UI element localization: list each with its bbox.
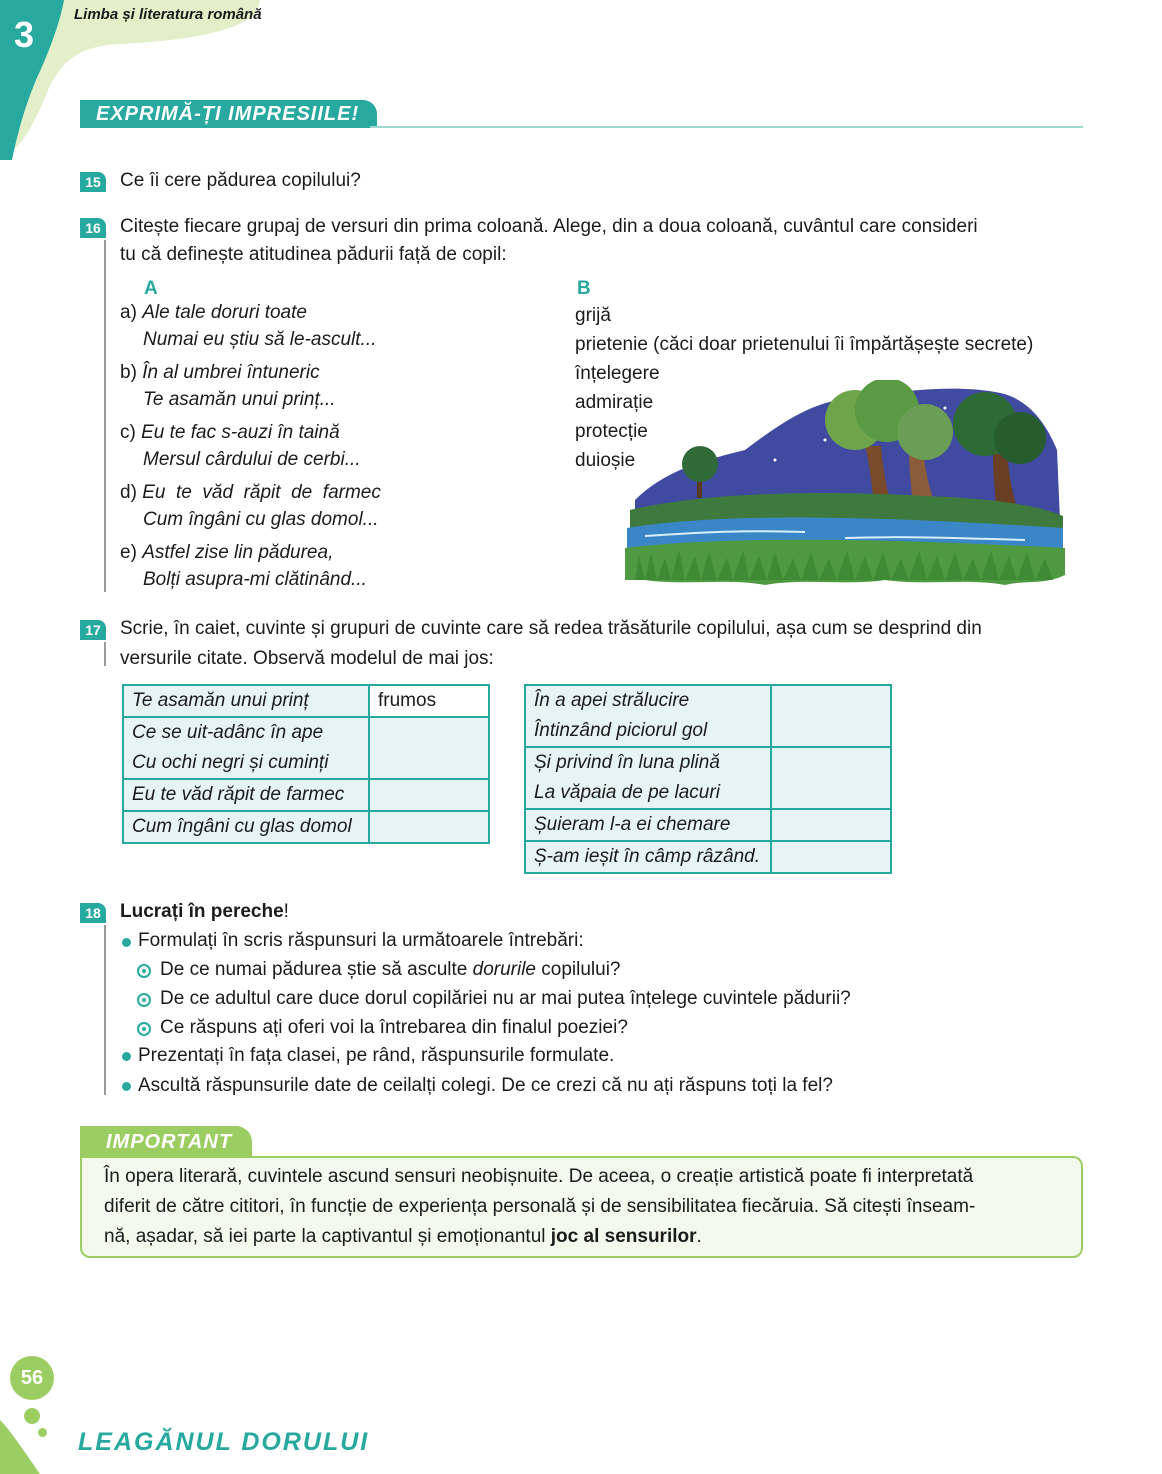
bullet-2-text: Prezentați în fața clasei, pe rând, răspunsurile formulate. — [138, 1045, 615, 1066]
footer-title: LEAGĂNUL DORULUI — [78, 1428, 370, 1456]
answer-cell[interactable] — [369, 717, 489, 779]
exercise-17-line-1: Scrie, în caiet, cuvinte și grupuri de cuvinte care să redea trăsăturile copilului, așa cum se desprind din — [120, 618, 982, 639]
word-option: admirație — [575, 392, 654, 413]
subject-title: Limba și literatura română — [74, 6, 262, 23]
bullet-3-text: Ascultă răspunsurile date de ceilalți colegi. De ce crezi că nu ați răspuns toți la fel? — [138, 1075, 833, 1096]
verse-line: Cum îngâni cu glas domol... — [143, 509, 379, 530]
important-line-3 — [104, 1222, 1067, 1252]
verse-cell-line: Șuieram l-a ei chemare — [534, 814, 731, 835]
exercise-17-line-2: versurile citate. Observă modelul de mai jos: — [120, 648, 494, 669]
exercise-18-title — [120, 898, 289, 926]
verse-cell-line: Întinzând piciorul gol — [534, 720, 708, 741]
exercise-16-rule — [104, 240, 106, 592]
verse-letter: d) — [120, 482, 137, 503]
verse-line: Numai eu știu să le-ascult... — [143, 329, 377, 350]
exercise-number-15: 15 — [80, 172, 106, 192]
important-line-3-bold: joc al sensurilor — [550, 1226, 697, 1247]
word-option: prietenie (căci doar prietenului îi împărtășește secrete) — [575, 334, 1034, 355]
question-3: Ce răspuns ați oferi voi la întrebarea din finalul poeziei? — [160, 1017, 628, 1038]
section-divider — [370, 126, 1083, 128]
verse-line: Te asamăn unui prinț... — [143, 389, 336, 410]
verse-cell — [123, 717, 369, 779]
ring-bullet-icon — [137, 1022, 151, 1036]
important-line-2: diferit de către cititori, în funcție de experiența personală și de sensibilitatea fiecăruia. Să citești înseam- — [104, 1196, 976, 1217]
question-1-italic: dorurile — [472, 959, 536, 980]
verse-letter: e) — [120, 542, 137, 563]
verse-line: Ale tale doruri toate — [142, 302, 307, 323]
table-row — [525, 841, 891, 873]
bullet-dot — [122, 938, 131, 947]
exercise-number-18: 18 — [80, 903, 106, 923]
column-b-heading: B — [577, 278, 591, 299]
answer-cell[interactable] — [369, 779, 489, 811]
section-title: EXPRIMĂ-ȚI IMPRESIILE! — [80, 100, 377, 128]
verse-cell-line: Eu te văd răpit de farmec — [132, 784, 345, 805]
column-a-heading: A — [144, 278, 158, 299]
word-option: protecție — [575, 421, 648, 442]
verse-letter: b) — [120, 362, 137, 383]
table-row — [525, 747, 891, 809]
table-row — [123, 779, 489, 811]
footer-wave-decoration — [0, 1420, 60, 1474]
verse-cell — [123, 779, 369, 811]
exercise-16-line-2: tu că definește atitudinea pădurii față de copil: — [120, 244, 507, 265]
table-row — [525, 685, 891, 747]
verse-cell — [123, 811, 369, 843]
table-row — [123, 717, 489, 779]
title-end: ! — [283, 901, 289, 922]
verse-cell-line: Ce se uit-adânc în ape — [132, 722, 324, 743]
verse-cell-line: Cum îngâni cu glas domol — [132, 816, 352, 837]
verse-line: Eu te văd răpit de farmec — [142, 482, 381, 503]
verse-cell-line: Ș-am ieșit în câmp râzând. — [534, 846, 760, 867]
table-row — [525, 809, 891, 841]
verse-cell-line: Cu ochi negri și cuminți — [132, 752, 329, 773]
verse-line: Eu te fac s-auzi în taină — [141, 422, 340, 443]
important-label: IMPORTANT — [80, 1126, 252, 1158]
verse-cell-line: Te asamăn unui prinț — [132, 690, 309, 711]
word-option: înțelegere — [575, 363, 660, 384]
answer-cell[interactable] — [771, 747, 891, 809]
verse-line: Bolți asupra-mi clătinând... — [143, 569, 367, 590]
ring-bullet-icon — [137, 964, 151, 978]
verse-cell — [525, 747, 771, 809]
header-decoration — [0, 0, 260, 160]
verse-letter: a) — [120, 302, 137, 323]
exercise-number-17: 17 — [80, 620, 106, 640]
night-forest-illustration — [625, 380, 1065, 590]
important-box — [80, 1156, 1083, 1258]
verse-letter: c) — [120, 422, 136, 443]
verse-line: În al umbrei întuneric — [142, 362, 320, 383]
verse-cell — [525, 685, 771, 747]
verse-cell-line: Și privind în luna plină — [534, 752, 720, 773]
traits-table-2 — [524, 684, 892, 874]
bullet-dot — [122, 1052, 131, 1061]
answer-cell[interactable] — [771, 685, 891, 747]
traits-table-1 — [122, 684, 490, 844]
verse-line: Mersul cârdului de cerbi... — [143, 449, 361, 470]
table-row — [123, 811, 489, 843]
bullet-dot — [122, 1082, 131, 1091]
word-option: duioșie — [575, 450, 636, 471]
ring-bullet-icon — [137, 993, 151, 1007]
title-bold: Lucrați în pereche — [120, 901, 284, 922]
question-1 — [160, 956, 621, 984]
verse-cell-line: În a apei strălucire — [534, 690, 690, 711]
verse-cell — [525, 809, 771, 841]
verse-cell-line: La văpaia de pe lacuri — [534, 782, 720, 803]
exercise-17-rule — [104, 642, 106, 666]
important-line-1: În opera literară, cuvintele ascund sensuri neobișnuite. De aceea, o creație artistică poate fi interpretată — [104, 1166, 974, 1187]
page-number: 56 — [10, 1356, 54, 1400]
answer-cell[interactable] — [771, 841, 891, 873]
verse-line: Astfel zise lin pădurea, — [142, 542, 334, 563]
exercise-16-line-1: Citește fiecare grupaj de versuri din prima coloană. Alege, din a doua coloană, cuvântul care consideri — [120, 216, 978, 237]
important-line-3-start: nă, așadar, să iei parte la captivantul și emoționantul — [104, 1226, 551, 1247]
bullet-1-text: Formulați în scris răspunsuri la următoarele întrebări: — [138, 930, 584, 951]
word-option: grijă — [575, 305, 611, 326]
answer-cell[interactable] — [369, 811, 489, 843]
table-row — [123, 685, 489, 717]
verse-cell — [123, 685, 369, 717]
question-1-start: De ce numai pădurea știe să asculte — [160, 959, 473, 980]
verse-cell — [525, 841, 771, 873]
exercise-15-text: Ce îi cere pădurea copilului? — [120, 170, 361, 191]
exercise-number-16: 16 — [80, 218, 106, 238]
question-2: De ce adultul care duce dorul copilăriei nu ar mai putea înțelege cuvintele pădurii? — [160, 988, 851, 1009]
answer-cell[interactable] — [771, 809, 891, 841]
answer-cell: frumos — [369, 685, 489, 717]
important-line-3-end: . — [696, 1226, 702, 1247]
unit-number: 3 — [14, 14, 35, 55]
question-1-end: copilului? — [536, 959, 621, 980]
exercise-18-rule — [104, 925, 106, 1095]
